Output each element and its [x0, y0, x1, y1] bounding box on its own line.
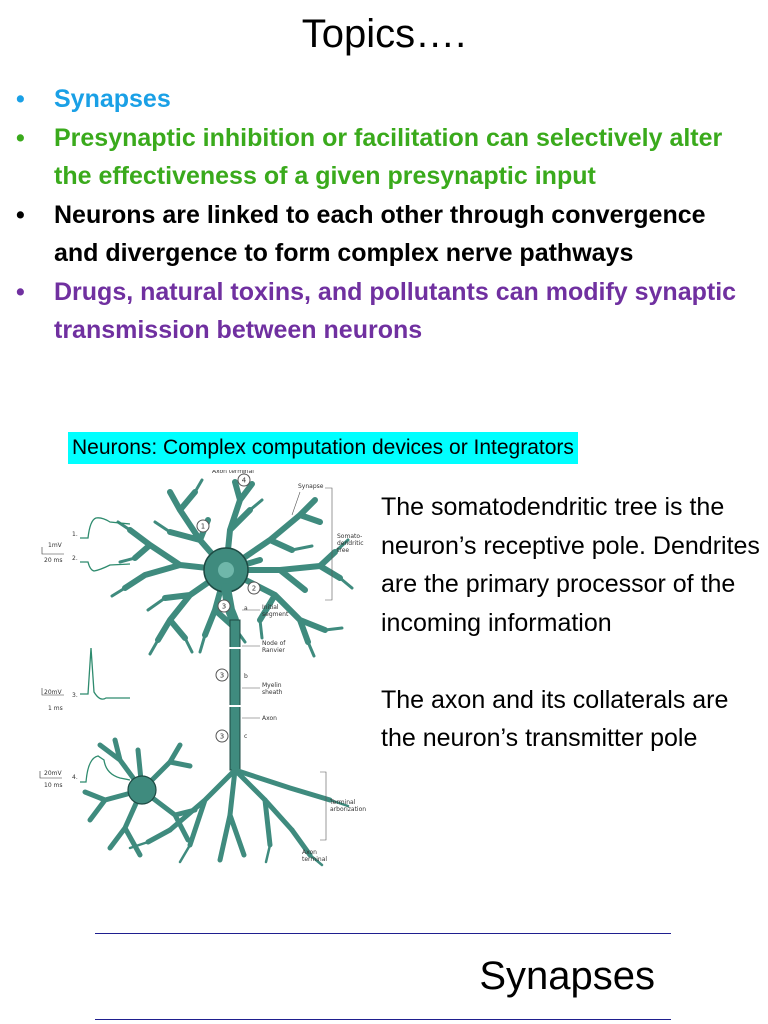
topic-item-convergence: [16, 196, 756, 273]
highlighted-subtitle: Neurons: Complex computation devices or Integrators: [68, 432, 578, 464]
trace-2: [80, 562, 130, 571]
label-terminal-1: Terminal: [330, 799, 356, 806]
label-axon-terminal-bottom-1: Axon: [302, 849, 317, 856]
bullet-icon: •: [16, 277, 25, 306]
topic-text: Presynaptic inhibition or facilitation can selectively alter the effectiveness of a given presynaptic input: [54, 123, 723, 190]
label-axon-terminal-bottom-2: terminal: [302, 856, 328, 863]
trace-4-scale-v: 20mV: [44, 770, 62, 777]
trace-1-scale-t: 20 ms: [44, 557, 63, 564]
marker-letter-a: a: [244, 605, 248, 612]
label-somatodendritic-2: dendritic: [337, 540, 364, 547]
marker-3b: 3: [219, 671, 225, 680]
marker-letter-b: b: [244, 673, 248, 680]
trace-2-num: 2.: [72, 555, 78, 562]
next-slide-title: Synapses: [479, 954, 655, 998]
marker-1: 1: [200, 522, 206, 531]
topic-item-drugs: [16, 273, 756, 350]
label-terminal-2: arborization: [330, 806, 367, 813]
label-somatodendritic-3: tree: [337, 547, 350, 554]
marker-3a: 3: [221, 602, 227, 611]
neuron-diagram: [30, 470, 375, 870]
divider-top: [95, 933, 671, 934]
bullet-icon: •: [16, 123, 25, 152]
label-synapse: Synapse: [298, 483, 324, 490]
marker-letter-c: c: [244, 733, 248, 740]
marker-circles: [197, 474, 260, 742]
bullet-icon: •: [16, 200, 25, 229]
topic-text: Neurons are linked to each other through convergence and divergence to form complex nerve pathways: [54, 200, 706, 267]
label-node-2: Ranvier: [262, 647, 285, 654]
trace-3-scale-t: 1 ms: [48, 705, 63, 712]
description-receptive-pole: The somatodendritic tree is the neuron’s receptive pole. Dendrites are the primary processor of the incoming information: [381, 493, 760, 637]
trace-3-scale-v: 20mV: [44, 689, 62, 696]
label-axon-terminal-top: Axon terminal: [212, 470, 254, 475]
trace-1: [80, 518, 130, 538]
marker-3c: 3: [219, 732, 225, 741]
topic-text: Synapses: [54, 85, 171, 113]
topic-item-synapses: [16, 80, 756, 119]
traces: [80, 518, 130, 782]
label-axon: Axon: [262, 715, 277, 722]
divider-bottom: [95, 1019, 671, 1020]
description-transmitter-pole: The axon and its collaterals are the neuron’s transmitter pole: [381, 685, 729, 752]
page-title: Topics….: [301, 12, 467, 56]
trace-4-num: 4.: [72, 774, 78, 781]
bullet-icon: •: [16, 85, 25, 113]
topic-list: [16, 80, 756, 350]
trace-3: [80, 648, 130, 699]
marker-letters: [244, 605, 248, 740]
label-initial-1: Initial: [262, 604, 279, 611]
topic-text: Drugs, natural toxins, and pollutants can modify synaptic transmission between neurons: [54, 277, 737, 344]
label-somatodendritic-1: Somato-: [337, 533, 363, 540]
trace-1-scale-v: 1mV: [48, 542, 62, 549]
trace-4-scale-t: 10 ms: [44, 782, 63, 789]
marker-4: 4: [241, 476, 247, 485]
label-myelin-1: Myelin: [262, 682, 282, 689]
topic-item-presynaptic: [16, 119, 756, 196]
trace-scale-bars: [40, 547, 64, 778]
label-myelin-2: sheath: [262, 689, 283, 696]
description: [381, 488, 761, 758]
trace-3-num: 3.: [72, 692, 78, 699]
label-initial-2: segment: [262, 611, 289, 618]
label-node-1: Node of: [262, 640, 286, 647]
marker-2: 2: [251, 584, 257, 593]
trace-1-num: 1.: [72, 531, 78, 538]
trace-labels: [44, 531, 78, 789]
